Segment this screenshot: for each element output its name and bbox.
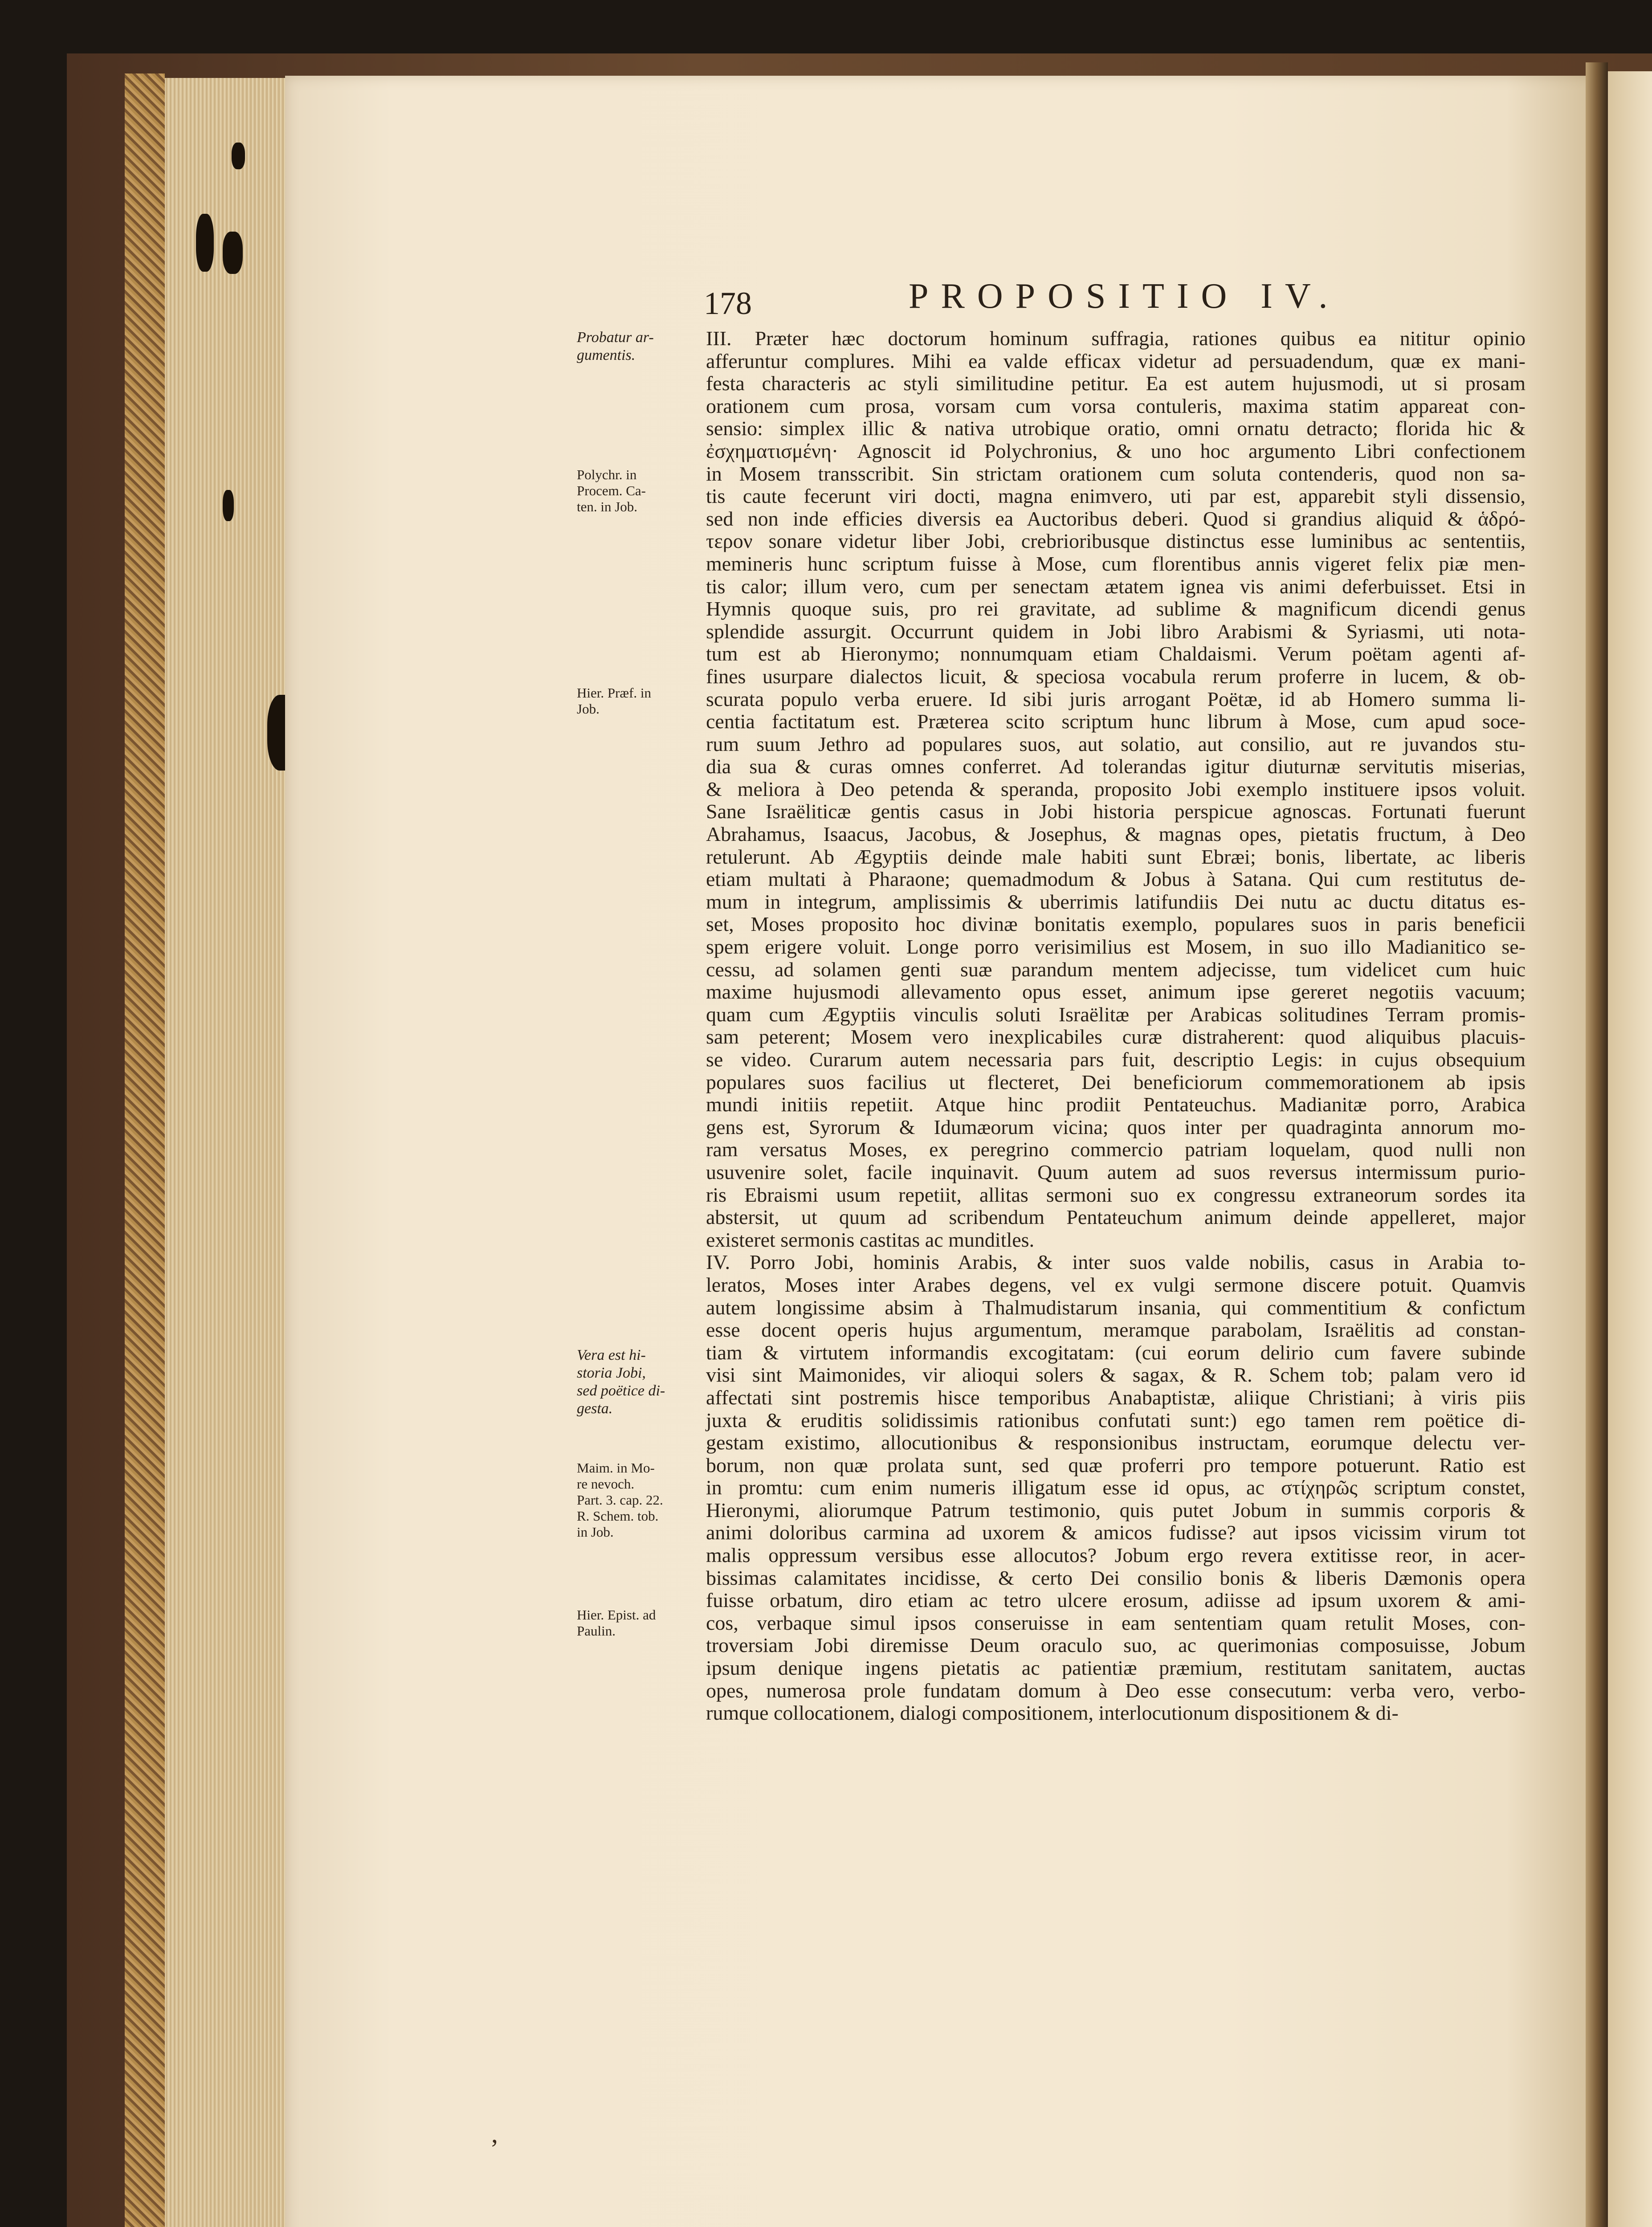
text-line: gens est, Syrorum & Idumæorum vicina; quos inter per quadraginta annorum mo- bbox=[706, 1115, 1526, 1138]
text-line: retulerunt. Ab Ægyptiis deinde male habiti sunt Ebræi; bonis, libertate, ac liberis bbox=[706, 845, 1526, 868]
text-line: autem longissime absim à Thalmudistarum insania, qui commentitium & confictum bbox=[706, 1296, 1526, 1319]
marginal-note-line: R. Schem. tob. bbox=[577, 1508, 659, 1524]
text-line: tis caute fecerunt viri docti, magna enimvero, uti par est, apparebit styli dissensio, bbox=[706, 485, 1526, 508]
text-line: sensio: simplex illic & nativa utrobique oratio, omni ornatu detracto; florida hic & bbox=[706, 417, 1526, 440]
text-line: fuisse orbatum, diro etiam ac tetro ulcere erosum, adiisse ad ipsum uxorem & ami- bbox=[706, 1589, 1526, 1612]
marginal-note-line: re nevoch. bbox=[577, 1476, 635, 1492]
text-line: in Mosem transscribit. Sin strictam orationem cum soluta contenderis, quod non sa- bbox=[706, 462, 1526, 485]
marginal-note-line: gumentis. bbox=[577, 347, 636, 363]
text-line: animi doloribus carmina ad uxorem & amicos fudisse? aut ipsos vicissim virum tot bbox=[706, 1521, 1526, 1544]
text-line: orationem cum prosa, vorsam cum vorsa contuleris, maxima statim appareat con- bbox=[706, 394, 1526, 417]
marginal-note-line: ten. in Job. bbox=[577, 499, 638, 514]
marginal-note bbox=[577, 329, 706, 364]
marginal-note-line: Hier. Epist. ad bbox=[577, 1607, 656, 1623]
text-line: juxta & eruditis solidissimis rationibus confutati sunt:) ego tamen rem poëtice di- bbox=[706, 1408, 1526, 1432]
text-line: se video. Curarum autem necessaria pars fuit, descriptio Legis: in cujus obsequium bbox=[706, 1048, 1526, 1071]
gilt-edge bbox=[125, 73, 165, 2227]
marginal-note-line: Vera est hi- bbox=[577, 1347, 646, 1363]
text-line: malis oppressum versibus esse allocutos? Jobum ergo revera extitisse reor, in acer- bbox=[706, 1544, 1526, 1567]
marginal-note bbox=[577, 1607, 706, 1639]
text-line: Hieronymi, aliorumque Patrum testimonio, quis putet Jobum in summis corporis & bbox=[706, 1498, 1526, 1521]
text-line: quam cum Ægyptiis vinculis soluti Israëlitæ per Arabicas solitudines Terram promis- bbox=[706, 1003, 1526, 1026]
text-line: existeret sermonis castitas ac munditles. bbox=[706, 1228, 1035, 1251]
marginal-note bbox=[577, 1460, 706, 1540]
marginal-note bbox=[577, 1346, 706, 1418]
ink-stain bbox=[232, 143, 245, 169]
text-line: Hymnis quoque suis, pro rei gravitate, ad sublime & magnificum dicendi genus bbox=[706, 597, 1526, 620]
text-line: borum, non quæ prolata sunt, sed quæ proferri pro tempore potuerunt. Ratio est bbox=[706, 1453, 1526, 1477]
text-line: opes, numerosa prole fundatam domum à Deo esse consecutum: verba vero, verbo- bbox=[706, 1679, 1526, 1702]
text-line: Abrahamus, Isaacus, Jacobus, & Josephus, & magnas opes, pietatis fructum, à Deo bbox=[706, 823, 1526, 846]
text-line: festa characteris ac styli similitudine petitur. Ea est autem hujusmodi, ut si prosam bbox=[706, 372, 1526, 395]
text-line: etiam multati à Pharaone; quemadmodum & Jobus à Satana. Qui cum restitutus de- bbox=[706, 868, 1526, 891]
marginal-note-line: gesta. bbox=[577, 1400, 613, 1417]
page-block-edge bbox=[165, 78, 290, 2227]
text-line: τερον sonare videtur liber Jobi, crebrioribusque distinctus esse luminibus ac sententiis, bbox=[706, 530, 1526, 553]
text-line: maxime hujusmodi allevamento opus esset, animum ipse gereret negotiis vacuum; bbox=[706, 980, 1526, 1003]
text-line: sam peterent; Mosem vero inexplicabiles curæ distraherent: quod aliquibus placuis- bbox=[706, 1025, 1526, 1048]
text-line: ἐσχηματισμένη· Agnoscit id Polychronius, & uno hoc argumento Libri confectionem bbox=[706, 439, 1526, 462]
text-line: centia factitatum est. Præterea scito scriptum hunc librum à Mose, cum apud soce- bbox=[706, 710, 1526, 733]
text-line: troversiam Jobi diremisse Deum oraculo suo, ac querimonias composuisse, Jobum bbox=[706, 1634, 1526, 1657]
text-line: leratos, Moses inter Arabes degens, vel ex vulgi sermone discere potuit. Quamvis bbox=[706, 1273, 1526, 1296]
text-line: set, Moses proposito hoc divinæ bonitatis exemplo, populares suos in paris beneficii bbox=[706, 913, 1526, 936]
text-line: memineris hunc scriptum fuisse à Mose, cum florentibus annis vigeret felix piæ men- bbox=[706, 552, 1526, 575]
page-header bbox=[704, 276, 1550, 325]
text-line: sed non inde efficies diversis ea Auctoribus deberi. Quod si grandius aliquid & ἁδρό- bbox=[706, 507, 1526, 530]
text-line: rumque collocationem, dialogi compositionem, interlocutionum dispositionem & di- bbox=[706, 1701, 1399, 1725]
marginal-note bbox=[577, 685, 706, 717]
marginal-note-line: Procem. Ca- bbox=[577, 483, 646, 498]
text-line: abstersit, ut quum ad scribendum Pentateuchum animum deinde appelleret, major bbox=[706, 1206, 1526, 1229]
text-line: Sane Israëliticæ gentis casus in Jobi historia perspicue agnoscas. Fortunati fuerunt bbox=[706, 800, 1526, 823]
marginal-note-line: Probatur ar- bbox=[577, 329, 654, 346]
text-line: scurata populo verba eruere. Id sibi juris arrogant Poëtæ, id ab Homero summa li- bbox=[706, 687, 1526, 710]
ink-stain bbox=[223, 490, 234, 521]
marginal-note-line: Paulin. bbox=[577, 1623, 616, 1639]
text-line: gestam existimo, allocutionibus & responsionibus instructam, eorumque delectu ver- bbox=[706, 1431, 1526, 1454]
text-line: tis calor; illum vero, cum per senectam ætatem ignea vis animi deferbuisset. Etsi in bbox=[706, 575, 1526, 598]
marginal-note-line: Job. bbox=[577, 701, 600, 717]
binding-gutter bbox=[1586, 62, 1608, 2227]
running-head: PROPOSITIO IV. bbox=[909, 277, 1340, 316]
text-line: in promtu: cum enim numeris illigatum esse id opus, ac στίχηρῶς scriptum constet, bbox=[706, 1476, 1526, 1499]
text-line: tiam & virtutem informandis excogitatam: (cui eorum delirio cum favere subinde bbox=[706, 1341, 1526, 1364]
text-line: splendide assurgit. Occurrunt quidem in Jobi libro Arabismi & Syriasmi, uti nota- bbox=[706, 620, 1526, 643]
text-line: affectati sint postremis hisce temporibus Anabaptistæ, aliique Christiani; à viris piis bbox=[706, 1386, 1526, 1409]
text-line: esse docent operis hujus argumentum, meramque parabolam, Israëlitis ad constan- bbox=[706, 1318, 1526, 1342]
marginal-note-line: in Job. bbox=[577, 1524, 614, 1540]
marginal-note-line: Maim. in Mo- bbox=[577, 1460, 655, 1476]
text-line: ipsum denique ingens pietatis ac patientiæ præmium, restitutam sanitatem, auctas bbox=[706, 1656, 1526, 1680]
text-line: visi sint Maimonides, vir alioqui solers & sagax, & R. Schem tob; palam vero id bbox=[706, 1363, 1526, 1387]
text-line: populares suos facilius ut flecteret, Dei beneficiorum commemorationem ab ipsis bbox=[706, 1070, 1526, 1093]
marginal-note-line: Part. 3. cap. 22. bbox=[577, 1492, 663, 1508]
text-line: ram versatus Moses, ex peregrino commercio patriam loquelam, quod nulli non bbox=[706, 1138, 1526, 1161]
body-text bbox=[706, 327, 1526, 1725]
text-line: ris Ebraismi usum repetiit, allitas sermoni suo ex congressu extraneorum sordes ita bbox=[706, 1183, 1526, 1206]
marginal-note-line: sed poëtice di- bbox=[577, 1383, 665, 1399]
text-line: dia sua & curas omnes conferret. Ad tolerandas igitur diuturnæ servitutis miserias, bbox=[706, 755, 1526, 778]
text-line: mum in integrum, amplissimis & uberrimis latifundiis Dei nutu ac ductu ditatus es- bbox=[706, 890, 1526, 913]
marginal-note-line: Polychr. in bbox=[577, 467, 637, 482]
margin-mark: ʼ bbox=[490, 2134, 499, 2163]
text-line: afferuntur complures. Mihi ea valde efficax videtur ad persuadendum, quæ ex mani- bbox=[706, 349, 1526, 372]
text-line: rum suum Jethro ad populares suos, aut solatio, aut consilio, aut re juvandos stu- bbox=[706, 732, 1526, 755]
marginal-note-line: storia Jobi, bbox=[577, 1365, 646, 1381]
text-line: & meliora à Deo petenda & speranda, proposito Jobi exemplo instituere ipsos voluit. bbox=[706, 777, 1526, 800]
text-line: usuvenire solet, facile inquinavit. Quum autem ad suos reversus intermissum purio- bbox=[706, 1160, 1526, 1183]
text-line: cessu, ad solamen genti suæ parandum mentem adjecisse, tum videlicet cum huic bbox=[706, 958, 1526, 981]
ink-stain bbox=[196, 214, 214, 272]
marginal-note bbox=[577, 467, 706, 515]
text-line: III. Præter hæc doctorum hominum suffragia, rationes quibus ea nititur opinio bbox=[706, 327, 1526, 350]
text-line: bissimas calamitates incidisse, & certo Dei consilio bonis & liberis Dæmonis opera bbox=[706, 1566, 1526, 1589]
text-line: IV. Porro Jobi, hominis Arabis, & inter suos valde nobilis, casus in Arabia to- bbox=[706, 1251, 1526, 1274]
marginal-note-line: Hier. Præf. in bbox=[577, 685, 652, 701]
next-page-edge bbox=[1608, 71, 1652, 2227]
page-number: 178 bbox=[704, 286, 752, 321]
text-line: spem erigere voluit. Longe porro verisimilius est Mosem, in suo illo Madianitico se- bbox=[706, 935, 1526, 959]
text-line: fines usurpare dialectos licuit, & speciosa vocabula rerum proferre in lucem, & ob- bbox=[706, 665, 1526, 688]
text-line: tum est ab Hieronymo; nonnumquam etiam Chaldaismi. Verum poëtam agenti af- bbox=[706, 642, 1526, 665]
text-line: mundi initiis repetiit. Atque hinc prodiit Pentateuchus. Madianitæ porro, Arabica bbox=[706, 1093, 1526, 1116]
text-line: cos, verbaque simul ipsos conseruisse in eam sententiam quam retulit Moses, con- bbox=[706, 1611, 1526, 1634]
ink-stain bbox=[223, 232, 243, 274]
